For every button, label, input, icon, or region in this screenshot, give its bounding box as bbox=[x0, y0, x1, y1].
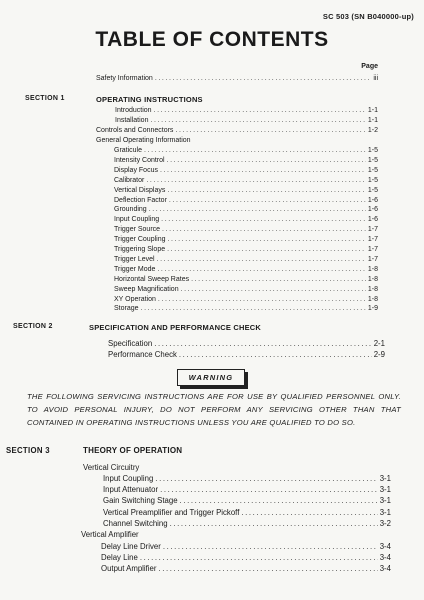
toc-entry-label: Vertical Preamplifier and Trigger Pickoff bbox=[103, 507, 240, 517]
leader-dots bbox=[163, 542, 378, 552]
toc-entry-page: 3-1 bbox=[379, 507, 391, 517]
toc-entry-label: Controls and Connectors bbox=[96, 127, 174, 134]
section-2-title: SPECIFICATION AND PERFORMANCE CHECK bbox=[89, 323, 262, 332]
toc-entry-label: Delay Line Driver bbox=[101, 542, 161, 551]
toc-entry-label: Input Coupling bbox=[114, 216, 160, 224]
toc-entry[interactable] bbox=[114, 295, 378, 304]
toc-entry-page: 1-7 bbox=[367, 255, 378, 263]
toc-entry-label: Performance Check bbox=[108, 349, 177, 359]
leader-dots bbox=[161, 215, 366, 224]
warning-badge: WARNING bbox=[177, 369, 245, 386]
toc-entry-page: 1-5 bbox=[367, 147, 378, 154]
leader-dots bbox=[160, 485, 378, 495]
section-3-group-1-label: Vertical Circuitry bbox=[83, 463, 140, 472]
leader-dots bbox=[191, 275, 366, 284]
toc-entry-label: Output Amplifier bbox=[101, 564, 157, 574]
toc-entry-page: 1-6 bbox=[367, 216, 378, 224]
toc-entry-page: 1-5 bbox=[367, 186, 378, 194]
toc-entry[interactable] bbox=[114, 205, 378, 214]
leader-dots bbox=[181, 285, 366, 294]
toc-entry-label: Installation bbox=[115, 117, 149, 124]
leader-dots bbox=[149, 205, 366, 214]
toc-entry-page: iii bbox=[373, 75, 378, 82]
toc-entry-label: Grounding bbox=[114, 206, 147, 214]
toc-entry[interactable] bbox=[114, 245, 378, 254]
toc-entry[interactable] bbox=[114, 235, 378, 244]
toc-entry-label: Calibrator bbox=[114, 176, 145, 184]
toc-entry-label: Input Coupling bbox=[103, 474, 154, 483]
section-1-group-label: General Operating Information bbox=[96, 137, 191, 144]
leader-dots bbox=[175, 126, 365, 135]
page-column-header: Page bbox=[361, 63, 378, 70]
toc-entry[interactable] bbox=[103, 485, 391, 495]
leader-dots bbox=[150, 116, 365, 125]
toc-entry-page: 1-7 bbox=[367, 236, 378, 244]
toc-entry-label: Intensity Control bbox=[114, 156, 165, 164]
toc-entry[interactable] bbox=[114, 176, 378, 185]
leader-dots bbox=[170, 519, 378, 529]
toc-entry-page: 1-5 bbox=[367, 166, 378, 174]
toc-entry-label: Deflection Factor bbox=[114, 196, 167, 204]
toc-entry[interactable] bbox=[114, 285, 378, 294]
toc-entry-page: 1-5 bbox=[367, 156, 378, 164]
toc-entry-label: Trigger Source bbox=[114, 226, 161, 234]
leader-dots bbox=[168, 235, 366, 244]
leader-dots bbox=[158, 564, 377, 574]
leader-dots bbox=[154, 106, 366, 115]
toc-entry[interactable] bbox=[114, 255, 378, 264]
toc-entry-label: Storage bbox=[114, 305, 139, 313]
leader-dots bbox=[169, 196, 366, 205]
toc-entry-page: 2-1 bbox=[373, 339, 385, 348]
toc-entry-label: Safety Information bbox=[96, 75, 153, 82]
leader-dots bbox=[167, 186, 366, 195]
leader-dots bbox=[167, 245, 366, 254]
toc-entry-page: 1-8 bbox=[367, 265, 378, 273]
leader-dots bbox=[141, 304, 366, 313]
toc-entry[interactable] bbox=[101, 542, 391, 552]
leader-dots bbox=[158, 295, 366, 304]
toc-entry-page: 3-4 bbox=[379, 564, 391, 574]
toc-entry-label: Trigger Level bbox=[114, 255, 155, 263]
leader-dots bbox=[155, 474, 377, 484]
section-3-group-2-label: Vertical Amplifier bbox=[81, 530, 139, 539]
leader-dots bbox=[144, 146, 366, 155]
leader-dots bbox=[146, 176, 366, 185]
toc-entry-label: Sweep Magnification bbox=[114, 285, 179, 293]
toc-entry-label: Graticule bbox=[114, 147, 143, 154]
toc-entry-label: Gain Switching Stage bbox=[103, 496, 178, 506]
toc-entry-page: 3-1 bbox=[379, 485, 391, 495]
warning-text: THE FOLLOWING SERVICING INSTRUCTIONS ARE FOR USE BY QUALIFIED PERSONNEL ONLY. TO AVOID PERSONAL INJURY, DO NOT PERFORM ANY SERVICING OTHER THAN THAT CONTAINED IN OPERATING INSTRUCTIONS UNLESS YOU ARE QUALIFIED TO DO SO. bbox=[27, 392, 401, 427]
toc-entry-label: XY Operation bbox=[114, 295, 156, 303]
toc-entry-page: 3-4 bbox=[379, 542, 391, 551]
toc-entry-page: 2-9 bbox=[373, 349, 385, 359]
toc-entry-label: Display Focus bbox=[114, 166, 158, 174]
leader-dots bbox=[157, 265, 366, 274]
toc-entry[interactable] bbox=[114, 304, 378, 313]
leader-dots bbox=[157, 255, 366, 264]
toc-entry[interactable] bbox=[114, 196, 378, 205]
toc-entry[interactable] bbox=[114, 215, 378, 224]
toc-entry-label: Introduction bbox=[115, 107, 152, 114]
toc-entry-page: 1-7 bbox=[367, 226, 378, 234]
toc-entry-page: 1-5 bbox=[367, 176, 378, 184]
page-title: TABLE OF CONTENTS bbox=[95, 28, 329, 51]
leader-dots bbox=[241, 508, 377, 518]
toc-entry-page: 1-8 bbox=[367, 295, 378, 303]
toc-entry-label: Channel Switching bbox=[103, 518, 168, 528]
toc-entry-page: 1-8 bbox=[367, 275, 378, 283]
section-2-number: SECTION 2 bbox=[13, 323, 53, 330]
toc-entry[interactable] bbox=[96, 126, 378, 135]
toc-entry-page: 3-2 bbox=[379, 518, 391, 528]
leader-dots bbox=[155, 74, 372, 83]
toc-entry-label: Triggering Slope bbox=[114, 246, 166, 253]
section-3-number: SECTION 3 bbox=[6, 446, 50, 455]
section-3-title: THEORY OF OPERATION bbox=[83, 446, 183, 455]
toc-entry-page: 1-1 bbox=[367, 117, 378, 124]
section-1-number: SECTION 1 bbox=[25, 95, 65, 102]
toc-entry-label: Horizontal Sweep Rates bbox=[114, 275, 190, 283]
toc-entry-page: 1-8 bbox=[367, 285, 378, 293]
toc-entry[interactable] bbox=[114, 186, 378, 195]
toc-entry[interactable] bbox=[103, 519, 391, 529]
toc-entry[interactable] bbox=[114, 146, 378, 155]
toc-entry-page: 1-9 bbox=[367, 305, 378, 313]
model-number: SC 503 (SN B040000-up) bbox=[322, 12, 414, 21]
toc-entry[interactable] bbox=[114, 265, 378, 274]
toc-entry[interactable] bbox=[114, 156, 378, 165]
toc-entry[interactable] bbox=[103, 508, 391, 518]
section-1-title: OPERATING INSTRUCTIONS bbox=[96, 95, 203, 104]
toc-entry[interactable] bbox=[115, 116, 378, 125]
toc-entry-page: 3-4 bbox=[379, 553, 391, 563]
toc-entry-page: 1-6 bbox=[367, 196, 378, 204]
toc-entry-page: 1-6 bbox=[367, 206, 378, 214]
leader-dots bbox=[179, 350, 372, 360]
toc-entry[interactable] bbox=[114, 225, 378, 234]
toc-entry-page: 1-7 bbox=[367, 246, 378, 253]
toc-entry-page: 1-2 bbox=[367, 127, 378, 134]
toc-entry-label: Delay Line bbox=[101, 553, 138, 563]
toc-entry-page: 3-1 bbox=[379, 474, 391, 483]
toc-entry[interactable] bbox=[108, 350, 385, 360]
toc-entry-label: Vertical Displays bbox=[114, 186, 166, 194]
leader-dots bbox=[154, 339, 372, 349]
toc-entry[interactable] bbox=[108, 339, 385, 349]
leader-dots bbox=[160, 166, 366, 175]
toc-entry-label: Input Attenuator bbox=[103, 485, 159, 495]
toc-entry-label: Trigger Mode bbox=[114, 265, 156, 273]
toc-entry[interactable] bbox=[114, 166, 378, 175]
toc-entry[interactable] bbox=[101, 564, 391, 574]
toc-entry-safety[interactable] bbox=[96, 74, 378, 83]
leader-dots bbox=[140, 553, 378, 563]
leader-dots bbox=[180, 496, 378, 506]
toc-entry-page: 1-1 bbox=[367, 107, 378, 114]
toc-entry-label: Trigger Coupling bbox=[114, 236, 166, 244]
leader-dots bbox=[162, 225, 366, 234]
toc-entry[interactable] bbox=[115, 106, 378, 115]
toc-entry[interactable] bbox=[103, 496, 391, 506]
toc-entry-page: 3-1 bbox=[379, 496, 391, 506]
toc-entry[interactable] bbox=[103, 474, 391, 484]
leader-dots bbox=[167, 156, 366, 165]
toc-entry[interactable] bbox=[114, 275, 378, 284]
toc-entry-label: Specification bbox=[108, 339, 153, 348]
toc-entry[interactable] bbox=[101, 553, 391, 563]
